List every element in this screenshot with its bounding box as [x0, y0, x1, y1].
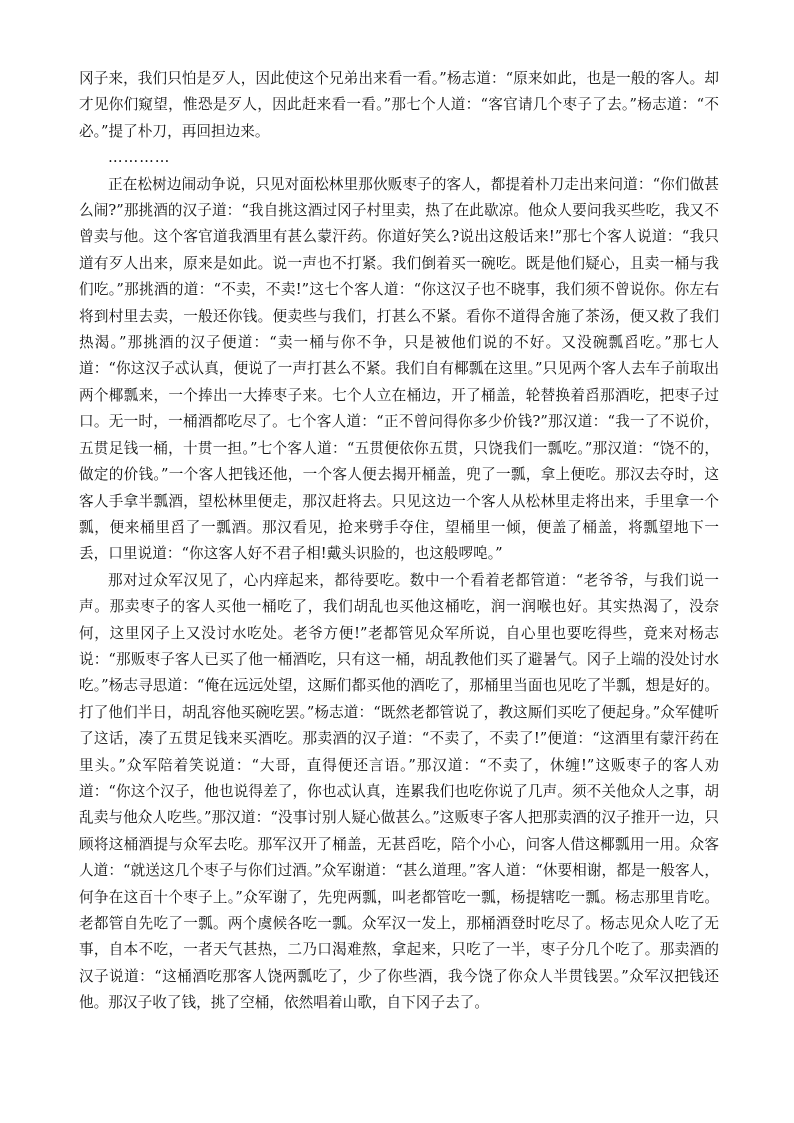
- paragraph-pine-forest-dispute: 正在松树边闹动争说，只见对面松林里那伙贩枣子的客人，都提着朴刀走出来问道：“你们做甚么闹?”那挑酒的汉子道：“我自挑这酒过冈子村里卖，热了在此歇凉。他众人要问我买些吃，我又不曾卖与他。这个客官道我酒里有甚么蒙汗药。你道好笑么?说出这般话来!”那七个客人说道：“我只道有歹人出来，原来是如此。说一声也不打紧。我们倒着买一碗吃。既是他们疑心，且卖一桶与我们吃。”那挑酒的道：“不卖，不卖!”这七个客人道：“你这汉子也不晓事，我们须不曾说你。你左右将到村里去卖，一般还你钱。便卖些与我们，打甚么不紧。看你不道得舍施了茶汤，便又救了我们热渴。”那挑酒的汉子便道：“卖一桶与你不争，只是被他们说的不好。又没碗瓢舀吃。”那七人道：“你这汉子忒认真，便说了一声打甚么不紧。我们自有椰瓢在这里。”只见两个客人去车子前取出两个椰瓢来，一个捧出一大捧枣子来。七个人立在桶边，开了桶盖，轮替换着舀那酒吃，把枣子过口。无一时，一桶酒都吃尽了。七个客人道：“正不曾问得你多少价钱?”那汉道：“我一了不说价，五贯足钱一桶，十贯一担。”七个客人道：“五贯便依你五贯，只饶我们一瓢吃。”那汉道：“饶不的，做定的价钱。”一个客人把钱还他，一个客人便去揭开桶盖，兜了一瓢，拿上便吃。那汉去夺时，这客人手拿半瓢酒，望松林里便走，那汉赶将去。只见这边一个客人从松林里走将出来，手里拿一个瓢，便来桶里舀了一瓢酒。那汉看见，抢来劈手夺住，望桶里一倾，便盖了桶盖，将瓢望地下一丢，口里说道：“你这客人好不君子相!戴头识脸的，也这般啰唣。”: [79, 175, 719, 563]
- omission-ellipsis: …………: [108, 149, 171, 167]
- paragraph-continuation: 冈子来，我们只怕是歹人，因此使这个兄弟出来看一看。”杨志道：“原来如此，也是一般的客人。却才见你们窥望，惟恐是歹人，因此赶来看一看。”那七个人道：“客官请几个枣子了去。”杨志道：“不必。”提了朴刀，再回担边来。: [79, 70, 719, 140]
- paragraph-soldiers-drink: 那对过众军汉见了，心内痒起来，都待要吃。数中一个看着老都管道：“老爷爷，与我们说一声。那卖枣子的客人买他一桶吃了，我们胡乱也买他这桶吃，润一润喉也好。其实热渴了，没奈何，这里冈子上又没讨水吃处。老爷方便!”老都管见众军所说，自心里也要吃得些，竟来对杨志说：“那贩枣子客人已买了他一桶酒吃，只有这一桶，胡乱教他们买了避暑气。冈子上端的没处讨水吃。”杨志寻思道：“俺在远远处望，这厮们都买他的酒吃了，那桶里当面也见吃了半瓢，想是好的。打了他们半日，胡乱容他买碗吃罢。”杨志道：“既然老都管说了，教这厮们买吃了便起身。”众军健听了这话，凑了五贯足钱来买酒吃。那卖酒的汉子道：“不卖了，不卖了!”便道：“这酒里有蒙汗药在里头。”众军陪着笑说道：“大哥，直得便还言语。”那汉道：“不卖了，休缠!”这贩枣子的客人劝道：“你这个汉子，他也说得差了，你也忒认真，连累我们也吃你说了几声。须不关他众人之事，胡乱卖与他众人吃些。”那汉道：“没事讨别人疑心做甚么。”这贩枣子客人把那卖酒的汉子推开一边，只顾将这桶酒提与众军去吃。那军汉开了桶盖，无甚舀吃，陪个小心，问客人借这椰瓢用一用。众客人道：“就送这几个枣子与你们过酒。”众军谢道：“甚么道理。”客人道：“休要相谢，都是一般客人，何争在这百十个枣子上。”众军谢了，先兜两瓢，叫老都管吃一瓢，杨提辖吃一瓢。杨志那里肯吃。老都管自先吃了一瓢。两个虞候各吃一瓢。众军汉一发上，那桶酒登时吃尽了。杨志见众人吃了无事，自本不吃，一者天气甚热，二乃口渴难熬，拿起来，只吃了一半，枣子分几个吃了。那卖酒的汉子说道：“这桶酒吃那客人饶两瓢吃了，少了你些酒，我今饶了你众人半贯钱罢。”众军汉把钱还他。那汉子收了钱，挑了空桶，依然唱着山歌，自下冈子去了。: [79, 571, 719, 1012]
- text-body: [79, 66, 719, 1017]
